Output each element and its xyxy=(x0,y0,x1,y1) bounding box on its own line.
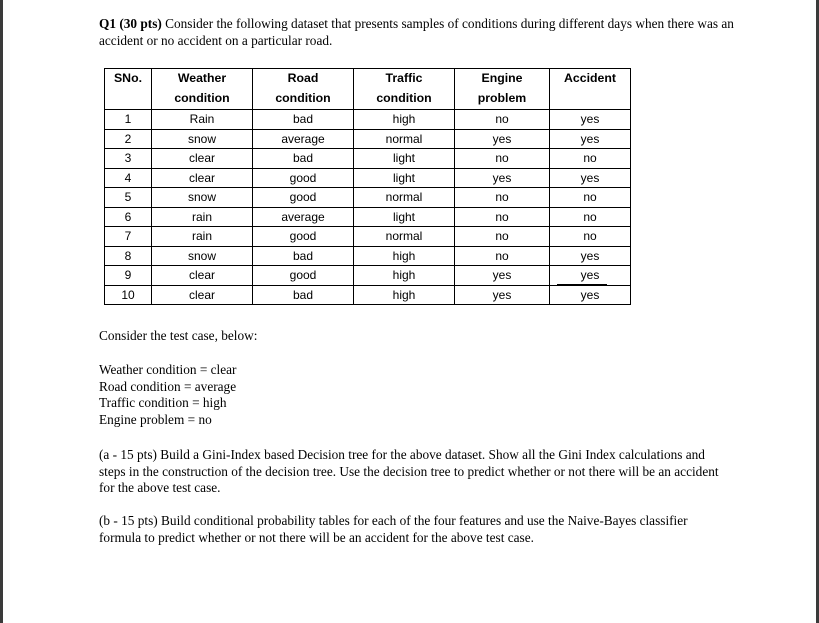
table-row xyxy=(105,246,631,266)
cell-sno: 1 xyxy=(105,110,152,130)
header-sno: SNo. xyxy=(105,69,152,90)
cell-weather: snow xyxy=(152,246,253,266)
header-traffic-line1: Traffic xyxy=(354,69,455,90)
cell-accident: no xyxy=(550,149,631,169)
cell-road: bad xyxy=(253,285,354,305)
cell-traffic: light xyxy=(354,149,455,169)
part-a-label: (a - 15 pts) xyxy=(99,447,157,462)
table-header-row-1 xyxy=(105,69,631,90)
header-sno-line2 xyxy=(105,89,152,110)
table-row xyxy=(105,110,631,130)
cell-weather: clear xyxy=(152,149,253,169)
cell-accident: no xyxy=(550,227,631,247)
test-case-line: Traffic condition = high xyxy=(99,395,227,410)
header-road-line1: Road xyxy=(253,69,354,90)
cell-road: good xyxy=(253,266,354,286)
cell-sno: 7 xyxy=(105,227,152,247)
cell-sno: 8 xyxy=(105,246,152,266)
header-weather-line2: condition xyxy=(152,89,253,110)
cell-accident: yes xyxy=(550,110,631,130)
cell-weather: Rain xyxy=(152,110,253,130)
underline-mark xyxy=(557,284,607,285)
cell-engine: no xyxy=(455,207,550,227)
part-b-label: (b - 15 pts) xyxy=(99,513,158,528)
cell-sno: 10 xyxy=(105,285,152,305)
cell-sno: 3 xyxy=(105,149,152,169)
cell-engine: yes xyxy=(455,129,550,149)
cell-engine: no xyxy=(455,149,550,169)
cell-traffic: high xyxy=(354,266,455,286)
table-header-row-2 xyxy=(105,89,631,110)
cell-road: bad xyxy=(253,149,354,169)
table-row xyxy=(105,149,631,169)
cell-sno: 5 xyxy=(105,188,152,208)
header-weather-line1: Weather xyxy=(152,69,253,90)
table-row xyxy=(105,266,631,286)
cell-sno: 9 xyxy=(105,266,152,286)
cell-engine: no xyxy=(455,227,550,247)
cell-road: bad xyxy=(253,110,354,130)
question-statement xyxy=(99,15,739,49)
test-case-line: Engine problem = no xyxy=(99,411,212,427)
question-label: Q1 (30 pts) xyxy=(99,16,162,31)
cell-weather: clear xyxy=(152,285,253,305)
cell-road: average xyxy=(253,129,354,149)
cell-engine: no xyxy=(455,110,550,130)
header-engine-line2: problem xyxy=(455,89,550,110)
header-accident: Accident xyxy=(550,69,631,90)
part-a-text: Build a Gini-Index based Decision tree for the above dataset. Show all the Gini Index calculations and steps in the construction of the decision tree. Use the decision tree to predict whether or not there will be an accident for the above test case. xyxy=(99,447,719,495)
question-intro: Consider the following dataset that presents samples of conditions during different days when there was an accident or no accident on a particular road. xyxy=(99,16,734,48)
table-row xyxy=(105,285,631,305)
cell-engine: yes xyxy=(455,285,550,305)
part-b-text: Build conditional probability tables for each of the four features and use the Naive-Bayes classifier formula to predict whether or not there will be an accident for the above test case. xyxy=(99,513,688,545)
cell-road: average xyxy=(253,207,354,227)
header-road-line2: condition xyxy=(253,89,354,110)
cell-road: bad xyxy=(253,246,354,266)
cell-sno: 6 xyxy=(105,207,152,227)
cell-sno: 2 xyxy=(105,129,152,149)
cell-road: good xyxy=(253,168,354,188)
dataset-table xyxy=(104,68,631,305)
cell-engine: yes xyxy=(455,266,550,286)
test-case-line: Weather condition = clear xyxy=(99,362,237,377)
cell-traffic: light xyxy=(354,207,455,227)
cell-road: good xyxy=(253,227,354,247)
cell-weather: rain xyxy=(152,207,253,227)
cell-accident: yes xyxy=(550,246,631,266)
header-accident-line2 xyxy=(550,89,631,110)
cell-sno: 4 xyxy=(105,168,152,188)
table-row xyxy=(105,168,631,188)
cell-road: good xyxy=(253,188,354,208)
cell-traffic: normal xyxy=(354,188,455,208)
cell-weather: rain xyxy=(152,227,253,247)
cell-weather: snow xyxy=(152,129,253,149)
cell-traffic: normal xyxy=(354,227,455,247)
cell-weather: clear xyxy=(152,168,253,188)
table-row xyxy=(105,129,631,149)
cell-engine: yes xyxy=(455,168,550,188)
cell-traffic: high xyxy=(354,110,455,130)
cell-traffic: normal xyxy=(354,129,455,149)
cell-accident: yes xyxy=(550,129,631,149)
cell-accident: no xyxy=(550,188,631,208)
page-edge-left xyxy=(0,0,3,623)
cell-weather: clear xyxy=(152,266,253,286)
table-row xyxy=(105,207,631,227)
cell-accident: yes xyxy=(550,266,631,286)
cell-engine: no xyxy=(455,246,550,266)
part-a xyxy=(99,447,719,497)
cell-accident: yes xyxy=(550,285,631,305)
test-case-conditions xyxy=(99,362,719,428)
header-engine-line1: Engine xyxy=(455,69,550,90)
part-b xyxy=(99,513,719,546)
cell-engine: no xyxy=(455,188,550,208)
cell-traffic: high xyxy=(354,285,455,305)
cell-weather: snow xyxy=(152,188,253,208)
cell-accident: yes xyxy=(550,168,631,188)
table-row xyxy=(105,188,631,208)
cell-accident: no xyxy=(550,207,631,227)
table-row xyxy=(105,227,631,247)
header-traffic-line2: condition xyxy=(354,89,455,110)
test-case-line: Road condition = average xyxy=(99,378,237,394)
cell-traffic: light xyxy=(354,168,455,188)
cell-traffic: high xyxy=(354,246,455,266)
test-case-intro: Consider the test case, below: xyxy=(99,328,258,343)
